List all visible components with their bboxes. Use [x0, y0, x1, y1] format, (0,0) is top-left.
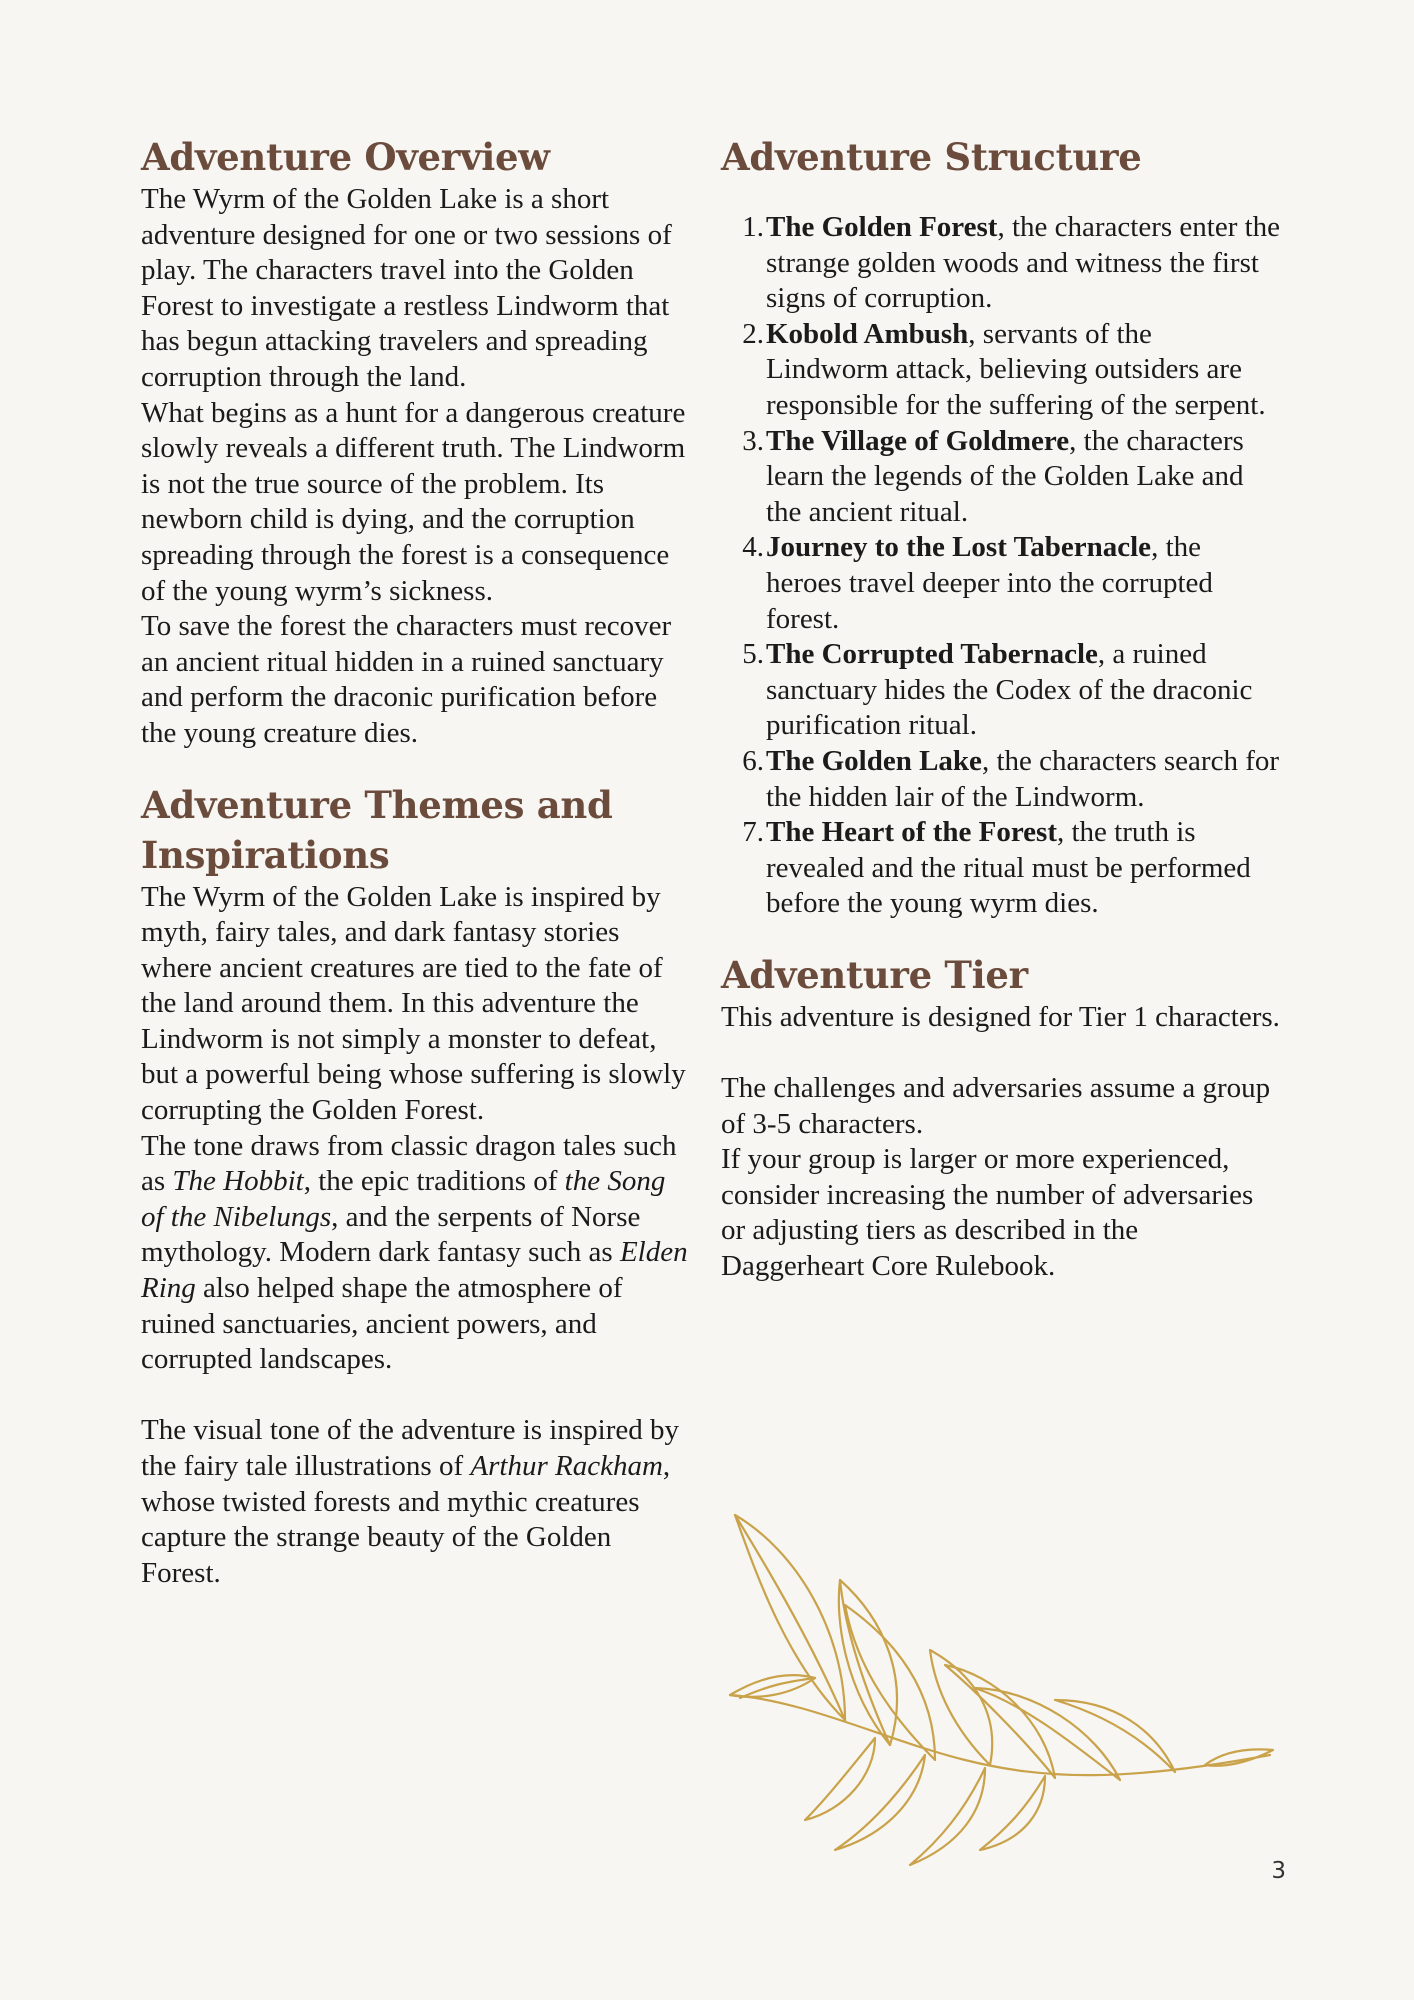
golden-leaf-branch-icon: [725, 1510, 1275, 1870]
overview-paragraph: To save the forest the characters must recover an ancient ritual hidden in a ruined sanctuary and perform the draconic purification before the young creature dies.: [141, 610, 672, 749]
tier-heading: Adventure Tier: [721, 952, 1028, 997]
list-item: 1. The Golden Forest, the characters enter the strange golden woods and witness the first signs of corruption.: [742, 211, 1281, 315]
game-title-elden-ring: Elden Ring: [141, 1236, 688, 1305]
overview-section: [141, 132, 693, 752]
list-item: 2. Kobold Ambush, servants of the Lindworm attack, believing outsiders are responsible for the suffering of the serpent.: [742, 317, 1266, 421]
tier-section: [721, 950, 1281, 1285]
left-column: [141, 132, 693, 1591]
structure-list: [721, 210, 1281, 922]
book-title-nibelungs: the Song of the Nibelungs: [141, 1165, 666, 1233]
tier-paragraph: This adventure is designed for Tier 1 characters.: [721, 1000, 1280, 1033]
themes-section: [141, 780, 693, 1592]
themes-paragraph: The Wyrm of the Golden Lake is inspired by myth, fairy tales, and dark fantasy stories where ancient creatures are tied to the fate of the land around them. In this adventure the Lindworm is not simply a monster to defeat, but a powerful being whose suffering is slowly corrupting the Golden Forest.: [141, 880, 686, 1127]
artist-name-rackham: Arthur Rackham: [470, 1450, 663, 1482]
tier-paragraph: If your group is larger or more experienced, consider increasing the number of adversaries or adjusting tiers as described in the Daggerheart Core Rulebook.: [721, 1143, 1254, 1283]
list-item: 5. The Corrupted Tabernacle, a ruined sanctuary hides the Codex of the draconic purification ritual.: [742, 638, 1253, 742]
book-title-hobbit: The Hobbit: [172, 1165, 304, 1198]
structure-heading: Adventure Structure: [721, 135, 1142, 179]
structure-section: [721, 132, 1281, 922]
list-item: 6. The Golden Lake, the characters search for the hidden lair of the Lindworm.: [742, 744, 1280, 813]
page-number: 3: [1271, 1858, 1286, 1884]
list-item: 4. Journey to the Lost Tabernacle, the heroes travel deeper into the corrupted forest.: [742, 531, 1213, 635]
themes-heading: Adventure Themes and Inspirations: [141, 782, 613, 877]
themes-paragraph: The visual tone of the adventure is inspired by the fairy tale illustrations of Arthur Rackham, whose twisted forests and mythic creatures capture the strange beauty of the Golden Forest.: [141, 1414, 679, 1589]
overview-paragraph: What begins as a hunt for a dangerous creature slowly reveals a different truth. The Lindworm is not the true source of the problem. Its newborn child is dying, and the corruption spreading through the forest is a consequence of the young wyrm’s sickness.: [141, 396, 686, 607]
overview-paragraph: The Wyrm of the Golden Lake is a short adventure designed for one or two sessions of play. The characters travel into the Golden Forest to investigate a restless Lindworm that has begun attacking travelers and spreading corruption through the land.: [141, 183, 672, 393]
list-item: 7. The Heart of the Forest, the truth is revealed and the ritual must be performed before the young wyrm dies.: [742, 816, 1251, 920]
themes-paragraph: The tone draws from classic dragon tales such as The Hobbit, the epic traditions of the Song of the Nibelungs, and the serpents of Norse mythology. Modern dark fantasy such as Elden Ring also helped shape the atmosphere of ruined sanctuaries, ancient powers, and corrupted landscapes.: [141, 1129, 688, 1376]
tier-paragraph: The challenges and adversaries assume a group of 3-5 characters.: [721, 1072, 1271, 1140]
overview-heading: Adventure Overview: [141, 135, 550, 179]
list-item: 3. The Village of Goldmere, the characters learn the legends of the Golden Lake and the ancient ritual.: [742, 424, 1244, 528]
right-column: [721, 132, 1281, 1285]
